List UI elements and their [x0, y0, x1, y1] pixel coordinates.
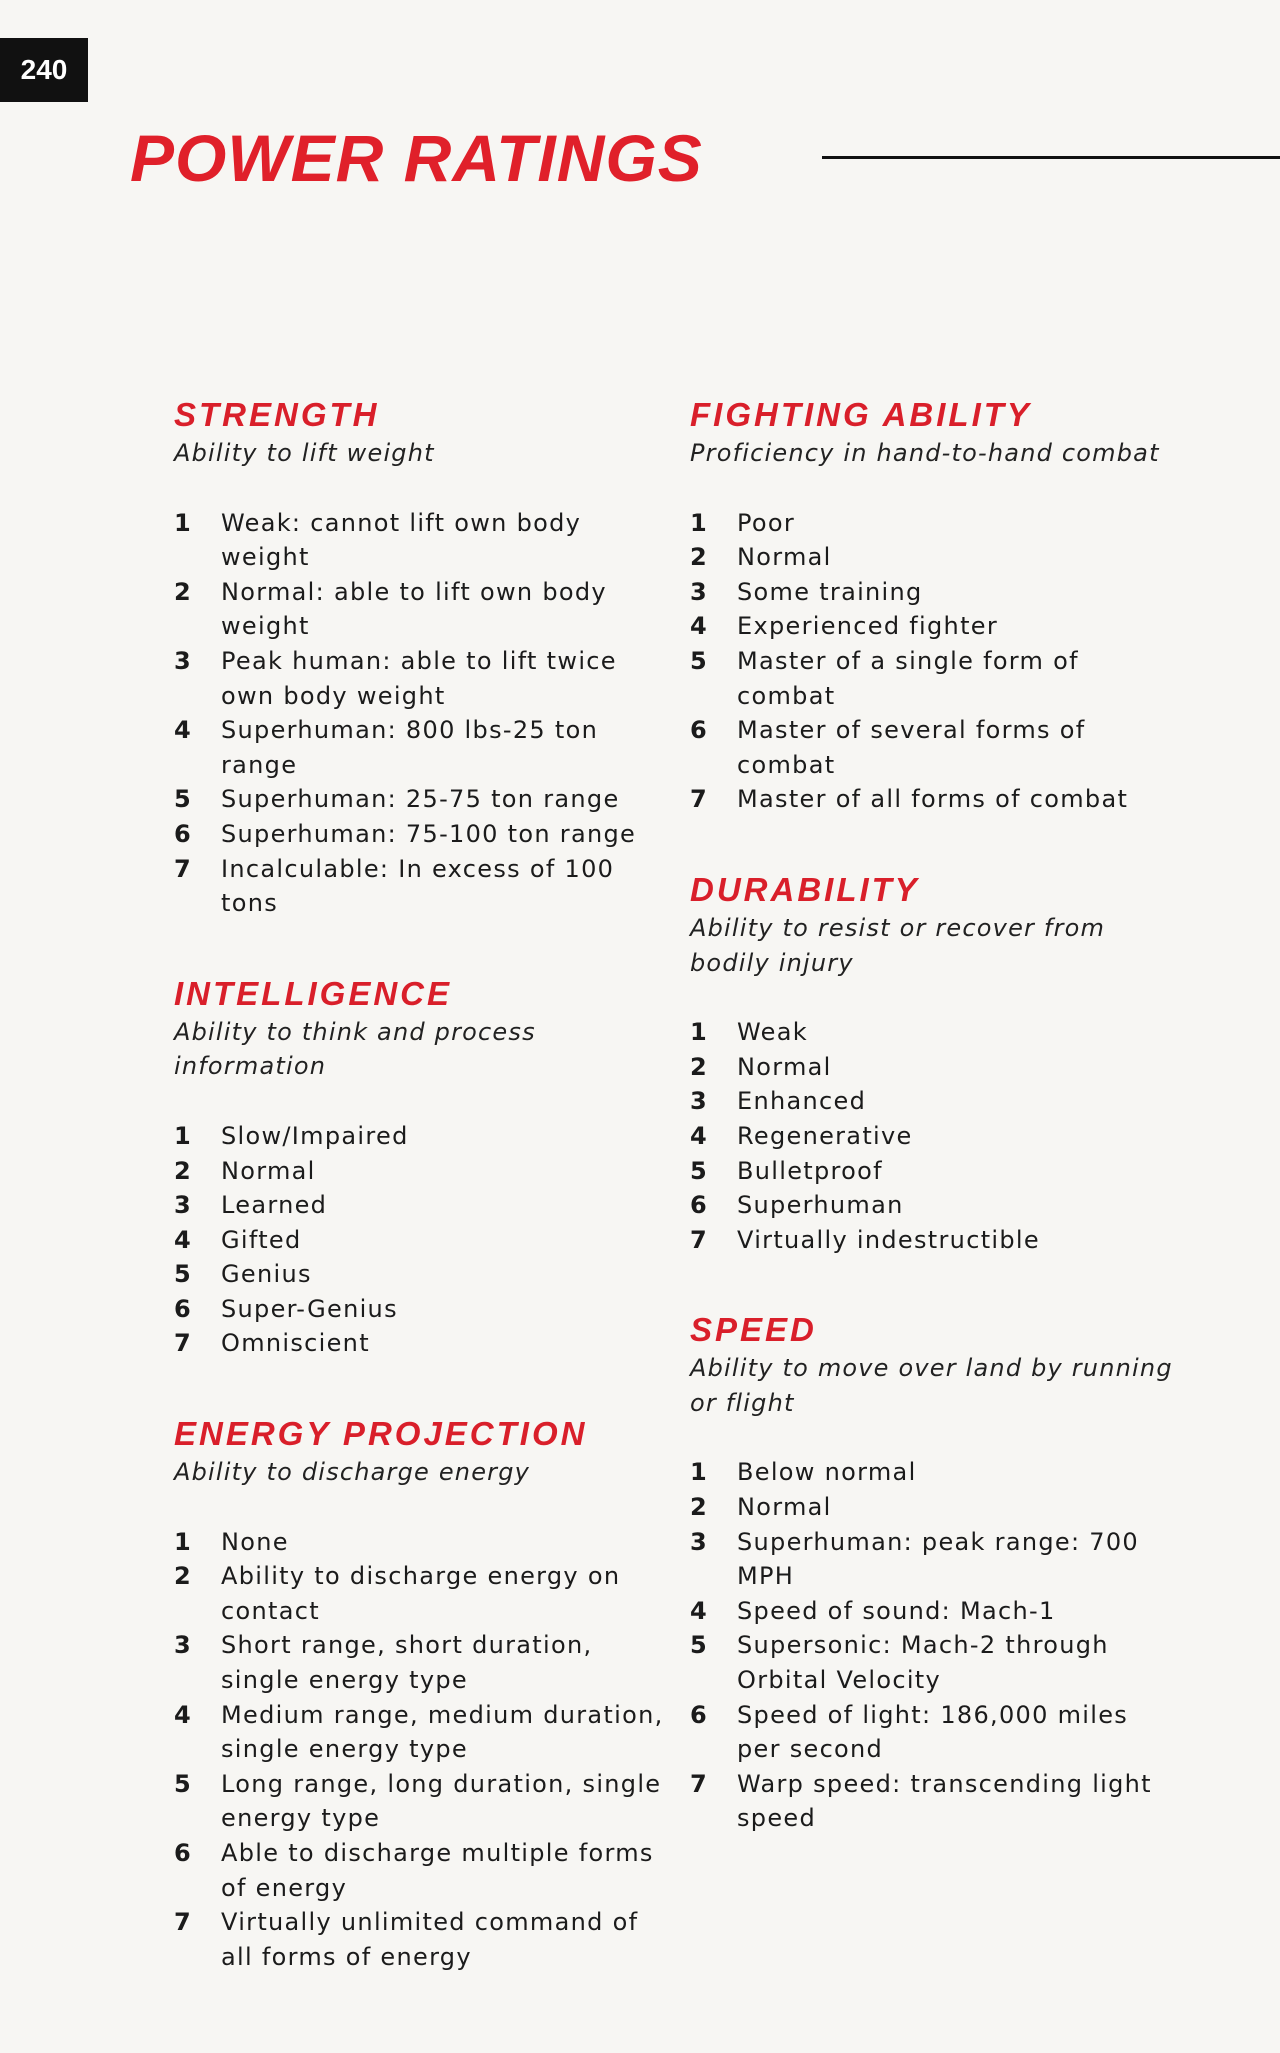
rating-number: 2 — [690, 543, 708, 572]
rating-text: Virtually unlimited command of all forms of energy — [221, 1908, 639, 1971]
rating-number: 4 — [690, 1121, 708, 1150]
rating-list — [174, 1525, 664, 1975]
section-description: Ability to think and process information — [174, 1017, 536, 1081]
rating-text: Normal: able to lift own body weight — [221, 577, 607, 641]
rating-text: Virtually indestructible — [737, 1225, 1040, 1254]
rating-item — [174, 1836, 664, 1905]
rating-item — [174, 506, 664, 575]
rating-text: None — [221, 1527, 289, 1556]
rating-item — [174, 1188, 664, 1223]
rating-text: Short range, short duration, single energy type — [221, 1631, 593, 1695]
rating-text: Normal — [737, 543, 832, 572]
section-title: DURABILITY — [690, 870, 920, 908]
rating-number: 7 — [690, 1769, 708, 1798]
rating-text: Normal — [221, 1156, 316, 1185]
rating-number: 3 — [690, 1087, 708, 1116]
page-title: POWER RATINGS — [130, 121, 703, 195]
rating-number: 4 — [690, 612, 708, 641]
rating-item — [690, 575, 1180, 610]
section-title: STRENGTH — [174, 396, 380, 433]
section-description: Ability to discharge energy — [174, 1458, 531, 1487]
rating-list — [690, 1455, 1180, 1836]
rating-number: 2 — [690, 1052, 708, 1081]
rating-text: Some training — [737, 577, 923, 606]
rating-number: 1 — [174, 508, 192, 537]
rating-number: 3 — [690, 577, 708, 606]
durability-section — [690, 869, 1180, 1257]
rating-number: 7 — [690, 1225, 708, 1254]
section-title: INTELLIGENCE — [174, 974, 453, 1012]
rating-number: 2 — [174, 1156, 192, 1185]
rating-number: 4 — [174, 1700, 192, 1729]
rating-item — [690, 713, 1180, 782]
section-title: SPEED — [690, 1311, 817, 1349]
rating-text: Weak: cannot lift own body weight — [221, 508, 582, 572]
rating-text: Experienced fighter — [737, 612, 999, 641]
rating-text: Normal — [737, 1493, 832, 1522]
rating-number: 5 — [174, 1769, 192, 1798]
speed-section — [690, 1309, 1180, 1836]
rating-item — [174, 782, 664, 817]
rating-item — [690, 1455, 1180, 1490]
rating-item — [174, 1223, 664, 1258]
rating-number: 6 — [690, 716, 708, 745]
rating-item — [690, 644, 1180, 713]
rating-item — [174, 1767, 664, 1836]
rating-number: 3 — [690, 1527, 708, 1556]
rating-text: Superhuman: 25-75 ton range — [221, 785, 620, 814]
rating-number: 2 — [690, 1493, 708, 1522]
rating-item — [690, 1223, 1180, 1258]
title-rule — [822, 156, 1280, 159]
rating-item — [690, 609, 1180, 644]
rating-text: Omniscient — [221, 1329, 370, 1358]
rating-text: Master of a single form of combat — [737, 646, 1079, 710]
rating-number: 7 — [174, 1329, 192, 1358]
rating-text: Incalculable: In excess of 100 tons — [221, 854, 615, 918]
section-title: FIGHTING ABILITY — [690, 396, 1032, 433]
rating-item — [174, 852, 664, 921]
rating-item — [174, 1154, 664, 1189]
rating-number: 6 — [174, 1294, 192, 1323]
rating-text: Normal — [737, 1052, 832, 1081]
rating-text: Speed of sound: Mach-1 — [737, 1596, 1056, 1625]
rating-list — [690, 506, 1180, 817]
rating-number: 1 — [690, 1458, 708, 1487]
rating-number: 6 — [690, 1700, 708, 1729]
rating-item — [174, 1292, 664, 1327]
section-title: ENERGY PROJECTION — [174, 1415, 588, 1453]
rating-text: Long range, long duration, single energy type — [221, 1769, 662, 1833]
left-column — [174, 394, 664, 1974]
rating-item — [174, 1326, 664, 1361]
rating-text: Peak human: able to lift twice own body weight — [221, 646, 617, 710]
rating-number: 5 — [690, 1156, 708, 1185]
rating-item — [690, 1594, 1180, 1629]
rating-item — [690, 1119, 1180, 1154]
rating-item — [690, 782, 1180, 817]
rating-text: Regenerative — [737, 1121, 913, 1150]
rating-item — [174, 713, 664, 782]
rating-list — [690, 1015, 1180, 1257]
rating-item — [174, 1119, 664, 1154]
rating-item — [690, 1698, 1180, 1767]
right-column — [690, 394, 1180, 1836]
rating-item — [174, 575, 664, 644]
rating-item — [690, 540, 1180, 575]
section-description: Proficiency in hand-to-hand combat — [690, 439, 1160, 467]
rating-number: 3 — [174, 1631, 192, 1660]
rating-number: 1 — [690, 508, 708, 537]
rating-item — [690, 506, 1180, 541]
rating-item — [174, 1525, 664, 1560]
rating-text: Superhuman — [737, 1191, 904, 1220]
rating-number: 6 — [174, 819, 192, 848]
rating-item — [690, 1084, 1180, 1119]
section-description: Ability to lift weight — [174, 439, 435, 467]
rating-number: 6 — [174, 1839, 192, 1867]
rating-item — [690, 1628, 1180, 1697]
rating-item — [690, 1525, 1180, 1594]
rating-item — [690, 1015, 1180, 1050]
rating-item — [690, 1050, 1180, 1085]
rating-text: Slow/Impaired — [221, 1121, 409, 1150]
rating-number: 3 — [174, 646, 192, 675]
rating-list — [174, 506, 664, 921]
intelligence-section — [174, 973, 664, 1361]
rating-text: Master of several forms of combat — [737, 716, 1086, 779]
rating-text: Superhuman: 75-100 ton range — [221, 819, 637, 848]
rating-text: Superhuman: 800 lbs-25 ton range — [221, 716, 599, 779]
rating-text: Medium range, medium duration, single energy type — [221, 1700, 664, 1764]
rating-number: 4 — [174, 716, 192, 745]
rating-number: 1 — [174, 1121, 192, 1150]
rating-number: 7 — [174, 1908, 192, 1937]
rating-number: 2 — [174, 1562, 192, 1591]
fighting-ability-section — [690, 394, 1180, 817]
rating-number: 1 — [174, 1527, 192, 1556]
rating-text: Ability to discharge energy on contact — [221, 1562, 621, 1625]
rating-text: Warp speed: transcending light speed — [737, 1769, 1152, 1833]
rating-item — [174, 1698, 664, 1767]
rating-item — [690, 1154, 1180, 1189]
rating-number: 5 — [690, 646, 708, 675]
rating-item — [690, 1490, 1180, 1525]
rating-text: Master of all forms of combat — [737, 785, 1129, 814]
rating-number: 5 — [174, 785, 192, 814]
rating-number: 2 — [174, 577, 192, 606]
rating-number: 5 — [690, 1631, 708, 1660]
rating-text: Poor — [737, 508, 796, 537]
rating-number: 7 — [690, 785, 708, 814]
rating-number: 5 — [174, 1260, 192, 1289]
rating-text: Enhanced — [737, 1087, 867, 1116]
rating-number: 4 — [690, 1596, 708, 1625]
rating-number: 7 — [174, 854, 192, 883]
section-description: Ability to resist or recover from bodily injury — [690, 913, 1106, 977]
rating-item — [174, 1257, 664, 1292]
strength-section — [174, 394, 664, 921]
rating-item — [174, 817, 664, 852]
rating-list — [174, 1119, 664, 1361]
rating-number: 4 — [174, 1225, 192, 1254]
rating-text: Supersonic: Mach-2 through Orbital Velocity — [737, 1631, 1109, 1695]
rating-text: Weak — [737, 1018, 808, 1047]
rating-text: Able to discharge multiple forms of energy — [221, 1839, 654, 1902]
energy-projection-section — [174, 1413, 664, 1974]
rating-text: Gifted — [221, 1225, 302, 1254]
rating-item — [690, 1188, 1180, 1223]
rating-number: 3 — [174, 1191, 192, 1220]
rating-text: Genius — [221, 1260, 312, 1289]
rating-text: Below normal — [737, 1458, 917, 1487]
rating-number: 6 — [690, 1191, 708, 1220]
rating-text: Super-Genius — [221, 1294, 398, 1323]
rating-item — [174, 1628, 664, 1697]
rating-item — [174, 1905, 664, 1974]
rating-item — [174, 1559, 664, 1628]
rating-text: Learned — [221, 1191, 328, 1220]
page-number: 240 — [0, 38, 88, 102]
rating-text: Speed of light: 186,000 miles per second — [737, 1700, 1129, 1764]
rating-text: Superhuman: peak range: 700 MPH — [737, 1527, 1139, 1591]
section-description: Ability to move over land by running or flight — [690, 1354, 1173, 1417]
rating-item — [174, 644, 664, 713]
rating-text: Bulletproof — [737, 1156, 883, 1185]
rating-item — [690, 1767, 1180, 1836]
rating-number: 1 — [690, 1018, 708, 1047]
